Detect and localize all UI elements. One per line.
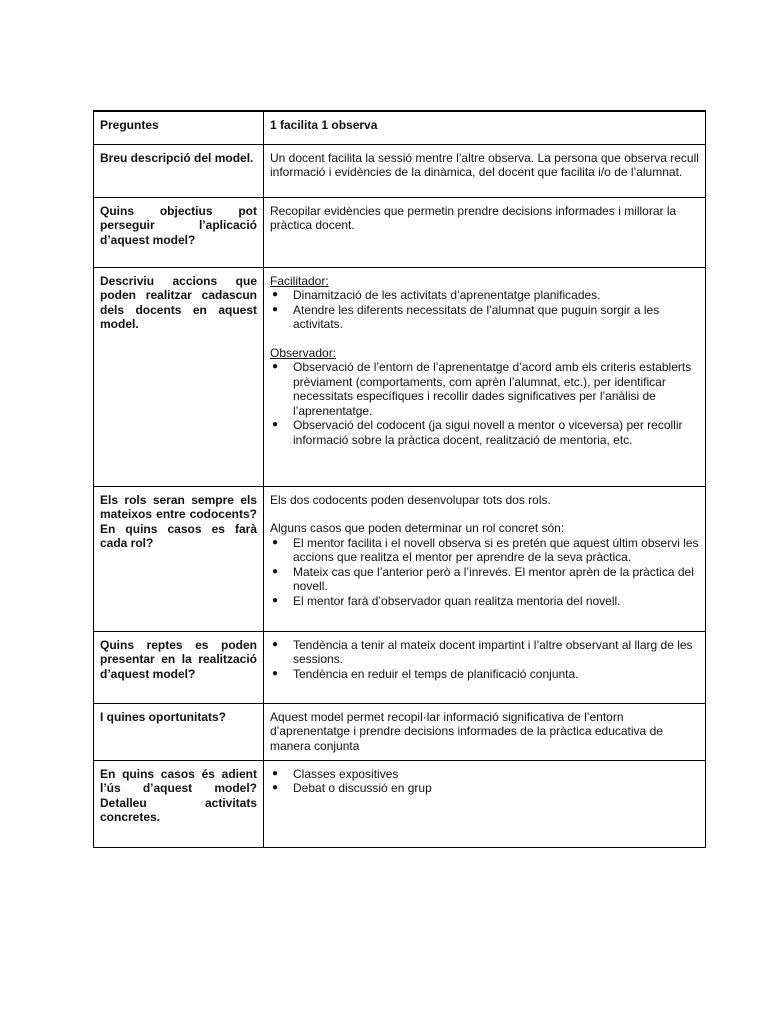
facilitador-list bbox=[270, 288, 699, 332]
table-row bbox=[94, 144, 706, 197]
list-item: ● Debat o discussió en grup bbox=[272, 781, 432, 795]
table-row bbox=[94, 197, 706, 267]
list-item: ● El mentor facilita i el novell observa si es pretén que aquest últim observi les accions que realitza el mentor per aprendre de la seva pràctica. bbox=[272, 535, 699, 564]
answer-challenges bbox=[264, 631, 706, 703]
question-description: Breu descripció del model. bbox=[94, 144, 264, 197]
table-header-row bbox=[94, 111, 706, 144]
header-questions-label: Preguntes bbox=[94, 111, 264, 144]
list-item: ● Tendència a tenir al mateix docent impartint i l’altre observant al llarg de les sessions. bbox=[272, 637, 693, 666]
question-actions: Descriviu accions que poden realitzar cadascun dels docents en aquest model. bbox=[94, 267, 264, 486]
list-item: ● Atendre les diferents necessitats de l’alumnat que puguin sorgir a les activitats. bbox=[272, 302, 660, 331]
header-model-label: 1 facilita 1 observa bbox=[264, 111, 706, 144]
list-item: ● Dinamització de les activitats d’aprenentatge planificades. bbox=[272, 288, 601, 302]
use-cases-list bbox=[270, 767, 699, 796]
answer-opportunities: Aquest model permet recopil·lar informació significativa de l’entorn d’aprenentatge i prendre decisions informades de la pràctica educativa de manera conjunta bbox=[264, 703, 706, 760]
list-item: ● Observació del codocent (ja sigui novell a mentor o viceversa) per recollir informació sobre la pràctica docent, realització de mentoria, etc. bbox=[272, 418, 683, 447]
question-use-cases: En quins casos és adient l’ús d’aquest model? Detalleu activitats concretes. bbox=[94, 760, 264, 847]
bullet-icon: ● bbox=[272, 638, 279, 650]
list-item: ● Observació de l’entorn de l’aprenentatge d’acord amb els criteris establerts prèviament (comportaments, com aprèn l’alumnat, etc.), per identificar necessitats específiques i recollir dades significatives per l’anàlisi de l’aprenentatge. bbox=[272, 360, 692, 418]
table-row bbox=[94, 267, 706, 486]
answer-objectives: Recopilar evidències que permetin prendre decisions informades i millorar la pràctica docent. bbox=[264, 197, 706, 267]
answer-roles bbox=[264, 486, 706, 631]
bullet-icon: ● bbox=[272, 536, 279, 548]
facilitador-heading: Facilitador: bbox=[270, 273, 329, 288]
answer-description: Un docent facilita la sessió mentre l’altre observa. La persona que observa recull informació i evidències de la dinàmica, del docent que facilita i/o de l’alumnat. bbox=[264, 144, 706, 197]
roles-intro: Els dos codocents poden desenvolupar tots dos rols. bbox=[270, 492, 551, 507]
observador-heading: Observador: bbox=[270, 345, 337, 360]
bullet-icon: ● bbox=[272, 289, 279, 300]
table-row bbox=[94, 703, 706, 760]
list-item: ● Tendència en reduir el temps de planificació conjunta. bbox=[272, 666, 579, 681]
challenges-list bbox=[270, 638, 699, 682]
list-item: ● Mateix cas que l’anterior però a l’inrevés. El mentor aprèn de la pràctica del novell. bbox=[272, 564, 694, 593]
bullet-icon: ● bbox=[272, 419, 279, 430]
table-row bbox=[94, 486, 706, 631]
table-row bbox=[94, 760, 706, 847]
bullet-icon: ● bbox=[272, 782, 279, 793]
model-table bbox=[93, 110, 706, 848]
list-item: ● Classes expositives bbox=[272, 766, 399, 781]
question-roles: Els rols seran sempre els mateixos entre codocents? En quins casos es farà cada rol? bbox=[94, 486, 264, 631]
answer-actions bbox=[264, 267, 706, 486]
roles-list bbox=[270, 536, 699, 609]
bullet-icon: ● bbox=[272, 303, 279, 315]
list-item: ● El mentor farà d’observador quan realitza mentoria del novell. bbox=[272, 593, 621, 608]
observador-list bbox=[270, 360, 699, 447]
question-objectives: Quins objectius pot perseguir l’aplicació d’aquest model? bbox=[94, 197, 264, 267]
table-row bbox=[94, 631, 706, 703]
bullet-icon: ● bbox=[272, 667, 279, 679]
bullet-icon: ● bbox=[272, 767, 279, 779]
answer-use-cases bbox=[264, 760, 706, 847]
question-challenges: Quins reptes es poden presentar en la realització d’aquest model? bbox=[94, 631, 264, 703]
question-opportunities: I quines oportunitats? bbox=[94, 703, 264, 760]
roles-intro-cases: Alguns casos que poden determinar un rol concret són: bbox=[270, 521, 565, 535]
bullet-icon: ● bbox=[272, 594, 279, 606]
bullet-icon: ● bbox=[272, 565, 279, 577]
bullet-icon: ● bbox=[272, 361, 279, 372]
